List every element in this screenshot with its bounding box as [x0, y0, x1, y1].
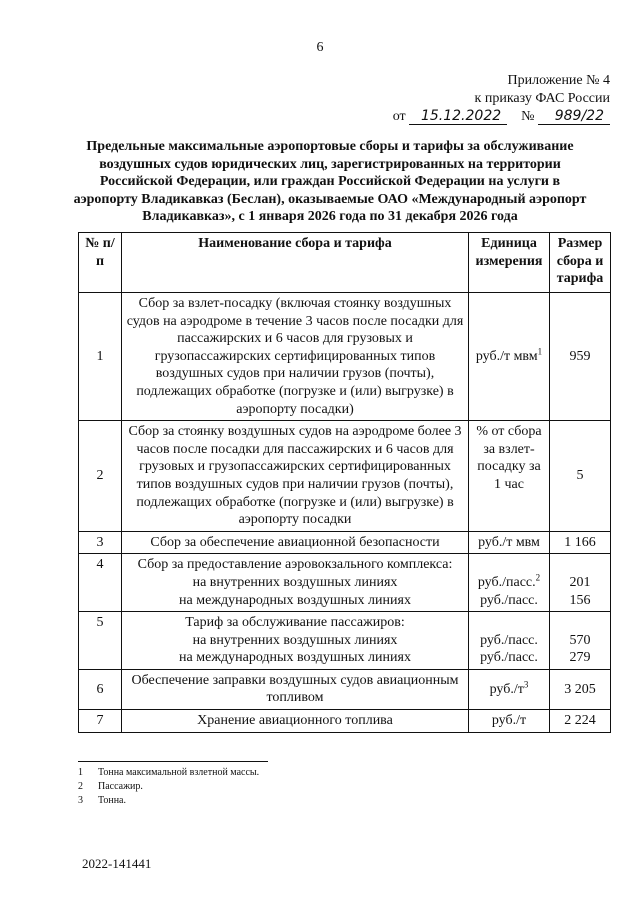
page-number: 6 [316, 40, 324, 55]
header-name: Наименование сбора и тарифа [122, 233, 469, 293]
row-unit: руб./пасс. руб./пасс. [469, 612, 550, 670]
row-name: Обеспечение заправки воздушных судов авиационным топливом [122, 669, 469, 709]
row-num: 4 [79, 554, 122, 612]
footnote: 2 Пассажир. [78, 781, 143, 792]
footnote: 1 Тонна максимальной взлетной массы. [78, 767, 260, 778]
footnote: 3 Тонна. [78, 795, 126, 806]
row-name: Хранение авиационного топлива [122, 710, 469, 733]
from-label: от [392, 109, 406, 124]
header-value: Размер сбора и тарифа [550, 233, 611, 293]
row-unit: % от сбора за взлет-посадку за 1 час [469, 421, 550, 532]
row-num: 5 [79, 612, 122, 670]
table-row [79, 554, 611, 612]
row-unit: руб./т [469, 710, 550, 733]
document-registration-number: 2022-141441 [82, 856, 152, 871]
row-name: Сбор за обеспечение авиационной безопасности [122, 531, 469, 554]
row-value: 201 156 [550, 554, 611, 612]
table-row [79, 669, 611, 709]
row-unit: $руб./т^3$ [469, 669, 550, 709]
tariff-table [78, 232, 611, 733]
row-unit: руб./пасс.$^2$ руб./пасс. [469, 554, 550, 612]
appendix-order: к приказу ФАС России [474, 91, 610, 106]
handwritten-number: 989/22 [538, 109, 610, 125]
table-row [79, 531, 611, 554]
row-name: Сбор за стоянку воздушных судов на аэродроме более 3 часов после посадки для пассажирских и 6 часов для грузовых и грузопассажирских сертифицированных типов воздушных судов при наличии грузов (почты), подлежащих обработке (погрузке и (или) выгрузке) в аэропорту посадки [122, 421, 469, 532]
appendix-block [393, 72, 610, 126]
row-unit: руб./т мвм [469, 531, 550, 554]
row-value: 3 205 [550, 669, 611, 709]
appendix-title: Приложение № 4 [507, 73, 610, 88]
row-name: Сбор за предоставление аэровокзального комплекса: на внутренних воздушных линиях на международных воздушных линиях [122, 554, 469, 612]
row-num: 7 [79, 710, 122, 733]
header-unit: Единица измерения [469, 233, 550, 293]
row-name: Тариф за обслуживание пассажиров: на внутренних воздушных линиях на международных воздушных линиях [122, 612, 469, 670]
table-header-row [79, 233, 611, 293]
row-value: 2 224 [550, 710, 611, 733]
row-value: 5 [550, 421, 611, 532]
row-num: 1 [79, 293, 122, 421]
row-unit: руб./т мвм$^1$ [469, 293, 550, 421]
row-value: 959 [550, 293, 611, 421]
number-label: № [521, 109, 535, 124]
appendix-date-line [393, 108, 610, 126]
table-row [79, 612, 611, 670]
handwritten-date: 15.12.2022 [409, 109, 507, 125]
footnote-separator [78, 761, 268, 762]
row-num: 6 [79, 669, 122, 709]
table-row [79, 710, 611, 733]
footnotes [78, 766, 259, 808]
row-value: 570 279 [550, 612, 611, 670]
table-row [79, 421, 611, 532]
row-name: Сбор за взлет-посадку (включая стоянку воздушных судов на аэродроме в течение 3 часов после посадки для пассажирских и 6 часов для грузовых и грузопассажирских сертифицированных типов воздушных судов при наличии грузов (почты), подлежащих обработке (погрузке и (или) выгрузке) в аэропорту посадки) [122, 293, 469, 421]
row-num: 2 [79, 421, 122, 532]
row-num: 3 [79, 531, 122, 554]
table-row [79, 293, 611, 421]
row-value: 1 166 [550, 531, 611, 554]
document-title: Предельные максимальные аэропортовые сборы и тарифы за обслуживание воздушных судов юридических лиц, зарегистрированных на территории Российской Федерации, или граждан Российской Федерации на услуги в аэропорту Владикавказ (Беслан), оказываемые ОАО «Международный аэропорт Владикавказ», с 1 января 2026 года по 31 декабря 2026 года [73, 139, 587, 224]
header-num: № п/п [79, 233, 122, 293]
